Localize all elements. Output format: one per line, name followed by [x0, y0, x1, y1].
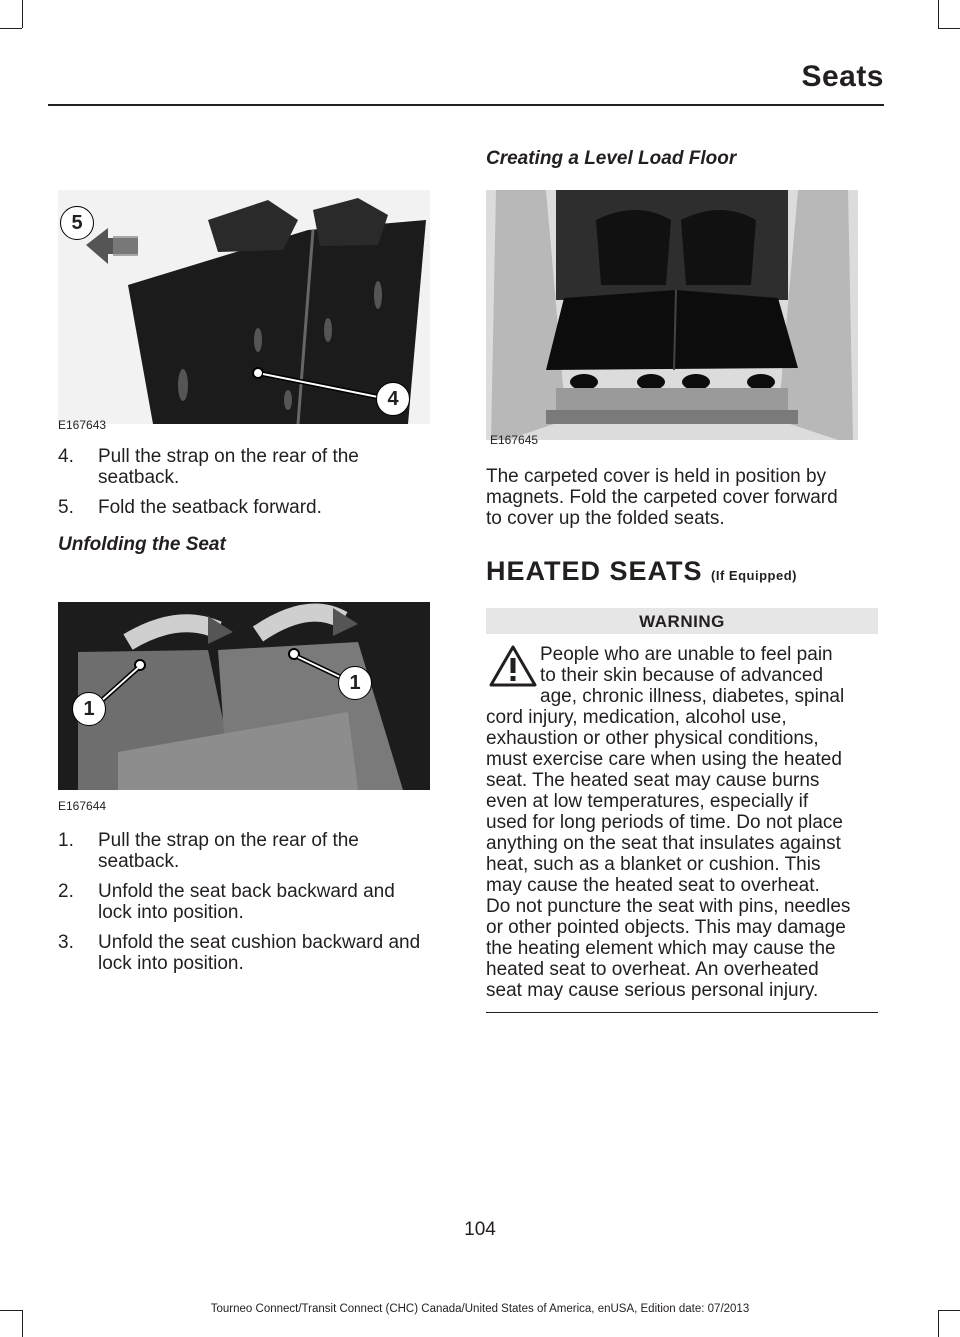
figure-unfold-seat — [58, 602, 430, 790]
list-item: 3. Unfold the seat cushion backward and lock into position. — [58, 932, 421, 974]
callout-1: 1 — [72, 692, 106, 726]
subheading: Creating a Level Load Floor — [486, 148, 737, 169]
list-item: 4. Pull the strap on the rear of the seatback. — [58, 446, 359, 488]
crop-mark — [0, 28, 22, 29]
page-number: 104 — [464, 1219, 496, 1240]
figure-code: E167645 — [490, 433, 539, 447]
figure-code: E167644 — [58, 799, 107, 813]
list-item: 2. Unfold the seat back backward and lock into position. — [58, 881, 395, 923]
crop-mark — [938, 28, 960, 29]
warning-label: WARNING — [486, 608, 878, 634]
figure-code: E167643 — [58, 418, 107, 432]
list-item: 1. Pull the strap on the rear of the seatback. — [58, 830, 359, 872]
figure-level-load-floor — [486, 190, 858, 440]
paragraph: The carpeted cover is held in position by magnets. Fold the carpeted cover forward to cover up the folded seats. — [486, 466, 838, 529]
seatback-illustration — [58, 190, 430, 424]
unfold-illustration — [58, 602, 430, 790]
callout-4: 4 — [376, 382, 410, 416]
warning-rule — [486, 1012, 878, 1013]
figure-seatback-fold — [58, 190, 430, 424]
crop-mark — [938, 0, 939, 28]
crop-mark — [22, 0, 23, 28]
footer-text: Tourneo Connect/Transit Connect (CHC) Canada/United States of America, enUSA, Edition date: 07/2013 — [210, 1303, 750, 1315]
header-rule — [48, 104, 884, 106]
callout-1: 1 — [338, 666, 372, 700]
section-heading: HEATED SEATS (If Equipped) — [486, 556, 797, 586]
load-floor-illustration — [486, 190, 858, 440]
callout-5: 5 — [60, 206, 94, 240]
subheading: Unfolding the Seat — [58, 534, 226, 555]
page-title: Seats — [801, 60, 884, 93]
warning-text: People who are unable to feel pain to their skin because of advanced age, chronic illness, diabetes, spinal cord injury, medication, alcohol use, exhaustion or other physical conditions, must exercise care when using the heated seat. The heated seat may cause burns even at low temperatures, especially if used for long periods of time. Do not place anything on the seat that insulates against heat, such as a blanket or cushion. This may cause the heated seat to overheat. Do not puncture the seat with pins, needles or other pointed objects. This may damage the heating element which may cause the heated seat to overheat. An overheated seat may cause serious personal injury. — [486, 644, 851, 1001]
list-item: 5. Fold the seatback forward. — [58, 497, 322, 518]
